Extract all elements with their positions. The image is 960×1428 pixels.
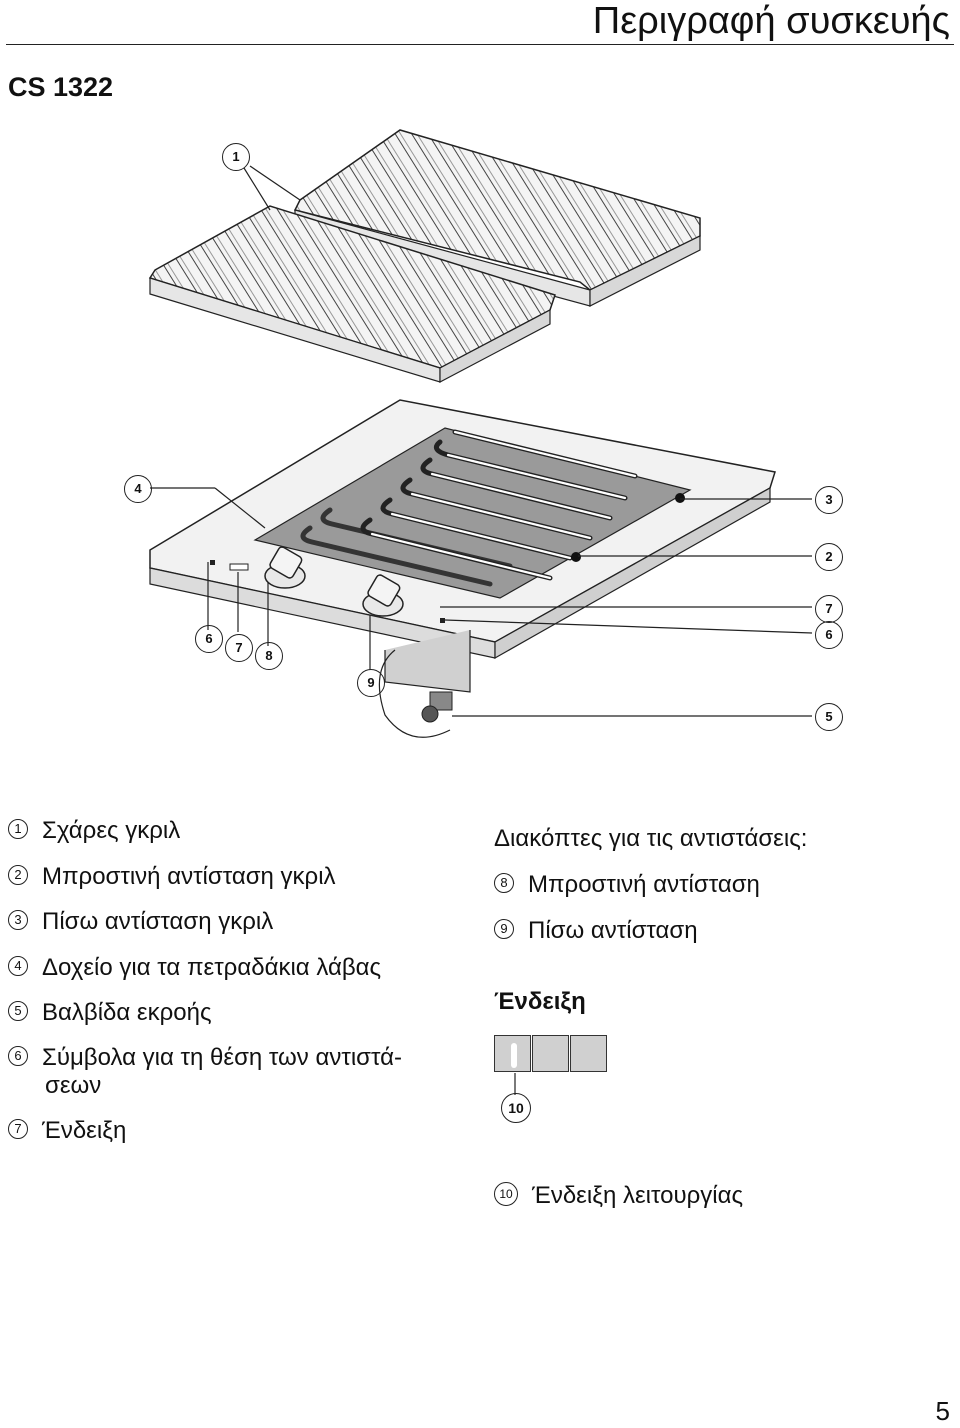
indicator-title: Ένδειξη	[494, 988, 586, 1015]
parts-legend	[8, 818, 448, 1158]
legend-item-4: 4 Δοχείο για τα πετραδάκια λάβας	[8, 955, 381, 981]
callout-6-left: 6	[195, 625, 223, 653]
indicator-leader-line	[510, 1073, 520, 1095]
callout-10: 10	[501, 1093, 531, 1123]
switches-legend	[494, 872, 934, 962]
legend-item-9: 9 Πίσω αντίσταση	[494, 918, 698, 944]
legend-item-6-cont: σεων	[45, 1072, 102, 1099]
page-number: 5	[935, 1396, 950, 1426]
callout-5: 5	[815, 703, 843, 731]
legend-item-2: 2 Μπροστινή αντίσταση γκριλ	[8, 864, 336, 890]
legend-item-8: 8 Μπροστινή αντίσταση	[494, 872, 760, 898]
hob-body	[150, 400, 775, 737]
indicator-cell-3	[570, 1035, 607, 1072]
callout-8: 8	[255, 642, 283, 670]
callout-9: 9	[357, 669, 385, 697]
indicator-cell-1	[494, 1035, 531, 1072]
switches-heading: Διακόπτες για τις αντιστάσεις:	[494, 825, 808, 852]
page-header-title: Περιγραφή συσκευής	[592, 0, 950, 42]
header-rule	[6, 44, 954, 45]
legend-item-5: 5 Βαλβίδα εκροής	[8, 1000, 212, 1026]
legend-item-1: 1 Σχάρες γκριλ	[8, 818, 180, 844]
indicator-legend	[494, 1183, 934, 1217]
legend-item-10: 10 Ένδειξη λειτουργίας	[494, 1183, 743, 1209]
indicator-display	[494, 1035, 608, 1073]
callout-2: 2	[815, 543, 843, 571]
legend-item-6: 6 Σύμβολα για τη θέση των αντιστά-	[8, 1045, 402, 1071]
legend-item-3: 3 Πίσω αντίσταση γκριλ	[8, 909, 273, 935]
callout-7-right: 7	[815, 595, 843, 623]
callout-3: 3	[815, 486, 843, 514]
callout-1: 1	[222, 143, 250, 171]
indicator-cell-2	[532, 1035, 569, 1072]
callout-7-left: 7	[225, 634, 253, 662]
appliance-illustration	[0, 110, 960, 780]
callout-4: 4	[124, 475, 152, 503]
model-name: CS 1322	[8, 72, 114, 102]
legend-item-7: 7 Ένδειξη	[8, 1118, 126, 1144]
indicator-bar-lit	[511, 1043, 517, 1068]
callout-6-right: 6	[815, 621, 843, 649]
